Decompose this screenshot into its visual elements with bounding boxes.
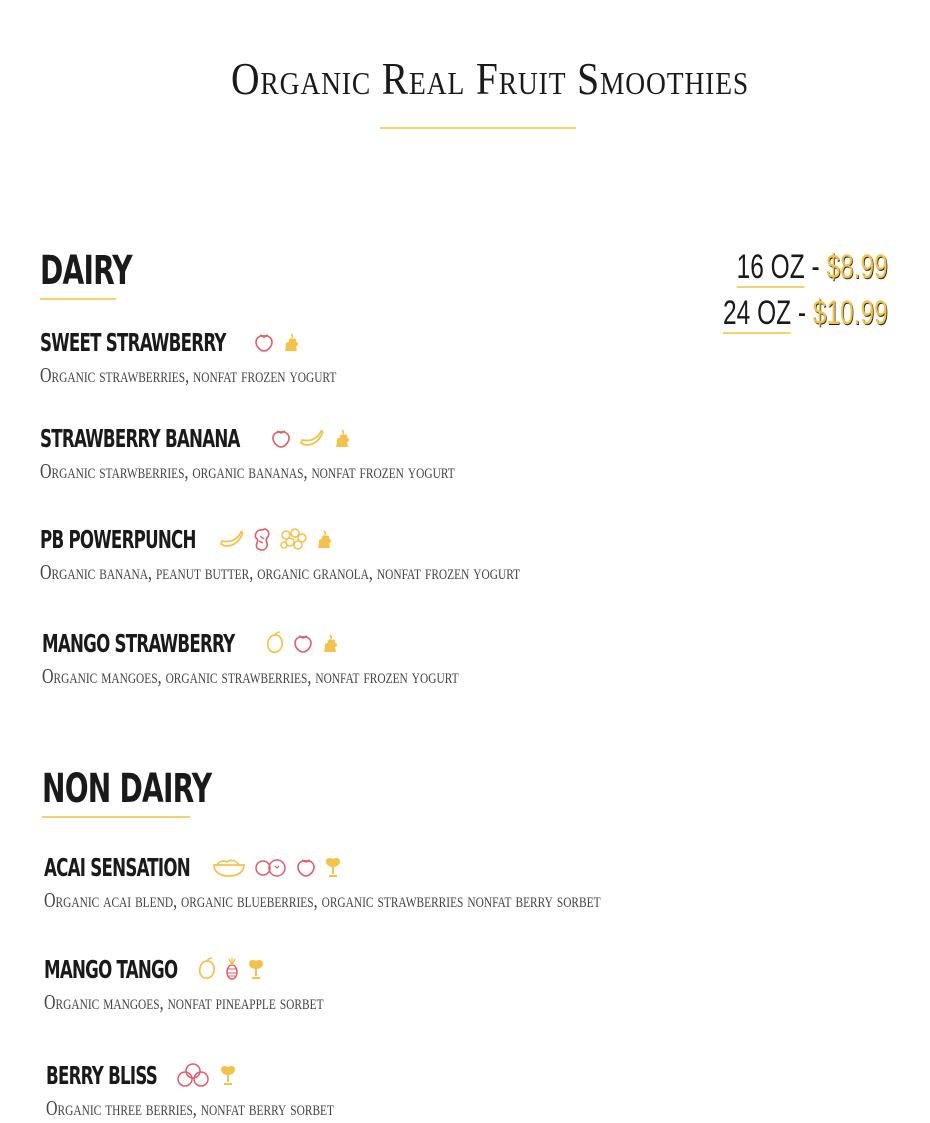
menu-item-acai-sensation xyxy=(44,850,776,913)
price-size: 16 OZ xyxy=(736,248,805,286)
blueberries-icon xyxy=(253,856,289,878)
item-name: MANGO STRAWBERRY xyxy=(42,628,235,658)
item-name: BERRY BLISS xyxy=(46,1060,157,1090)
menu-item-mango-tango xyxy=(44,952,412,1015)
strawberry-icon xyxy=(270,427,292,449)
section-non-dairy xyxy=(42,766,259,818)
item-description: Organic starwberries, organic bananas, nonfat frozen yogurt xyxy=(40,459,455,483)
price-separator: - xyxy=(798,294,807,332)
section-dairy xyxy=(40,248,158,300)
item-description: Organic mangoes, nonfat pineapple sorbet xyxy=(44,990,324,1014)
price-size: 24 OZ xyxy=(723,294,792,332)
frozen-yogurt-icon xyxy=(332,427,352,449)
menu-item-berry-bliss xyxy=(46,1058,425,1121)
item-description: Organic mangoes, organic strawberries, nonfat frozen yogurt xyxy=(42,664,459,688)
mango-icon xyxy=(264,631,286,655)
section-heading-non-dairy: NON DAIRY xyxy=(42,766,212,812)
price-row-24oz xyxy=(723,290,888,336)
item-description: Organic strawberries, nonfat frozen yogurt xyxy=(40,363,337,387)
price-list xyxy=(659,244,888,336)
menu-item-strawberry-banana xyxy=(40,421,586,484)
item-description: Organic banana, peanut butter, organic granola, nonfat frozen yogurt xyxy=(40,560,521,584)
item-description: Organic three berries, nonfat berry sorbet xyxy=(46,1096,334,1120)
price-amount: $10.99 xyxy=(813,294,888,332)
item-name: MANGO TANGO xyxy=(44,954,178,984)
banana-icon xyxy=(298,427,326,449)
granola-icon xyxy=(278,527,308,551)
item-name: SWEET STRAWBERRY xyxy=(40,327,226,357)
section-underline xyxy=(40,298,116,300)
item-name: ACAI SENSATION xyxy=(44,852,190,882)
frozen-yogurt-icon xyxy=(281,331,301,353)
section-underline xyxy=(42,816,190,818)
page-title: Organic Real Fruit Smoothies xyxy=(230,53,750,104)
title-underline xyxy=(380,127,576,129)
peanut-icon xyxy=(252,527,272,551)
price-separator: - xyxy=(811,248,820,286)
menu-item-pb-powerpunch xyxy=(40,522,672,585)
price-amount: $8.99 xyxy=(826,248,888,286)
sorbet-icon xyxy=(246,957,266,981)
item-description: Organic acai blend, organic blueberries, organic strawberries nonfat berry sorbet xyxy=(44,888,601,912)
sorbet-icon xyxy=(323,855,343,879)
item-name: STRAWBERRY BANANA xyxy=(40,423,240,453)
strawberry-icon xyxy=(253,331,275,353)
menu-item-sweet-strawberry xyxy=(40,325,430,388)
frozen-yogurt-icon xyxy=(320,632,340,654)
pineapple-icon xyxy=(224,957,240,981)
strawberry-icon xyxy=(292,632,314,654)
item-name: PB POWERPUNCH xyxy=(40,524,196,554)
strawberry-icon xyxy=(295,856,317,878)
banana-icon xyxy=(218,528,246,550)
section-heading-dairy: DAIRY xyxy=(40,248,132,294)
berries-icon xyxy=(174,1062,212,1088)
menu-item-mango-strawberry xyxy=(42,626,590,689)
mango-icon xyxy=(196,957,218,981)
frozen-yogurt-icon xyxy=(314,528,334,550)
acai-bowl-icon xyxy=(211,856,247,878)
price-row-16oz xyxy=(723,244,888,290)
sorbet-icon xyxy=(218,1063,238,1087)
